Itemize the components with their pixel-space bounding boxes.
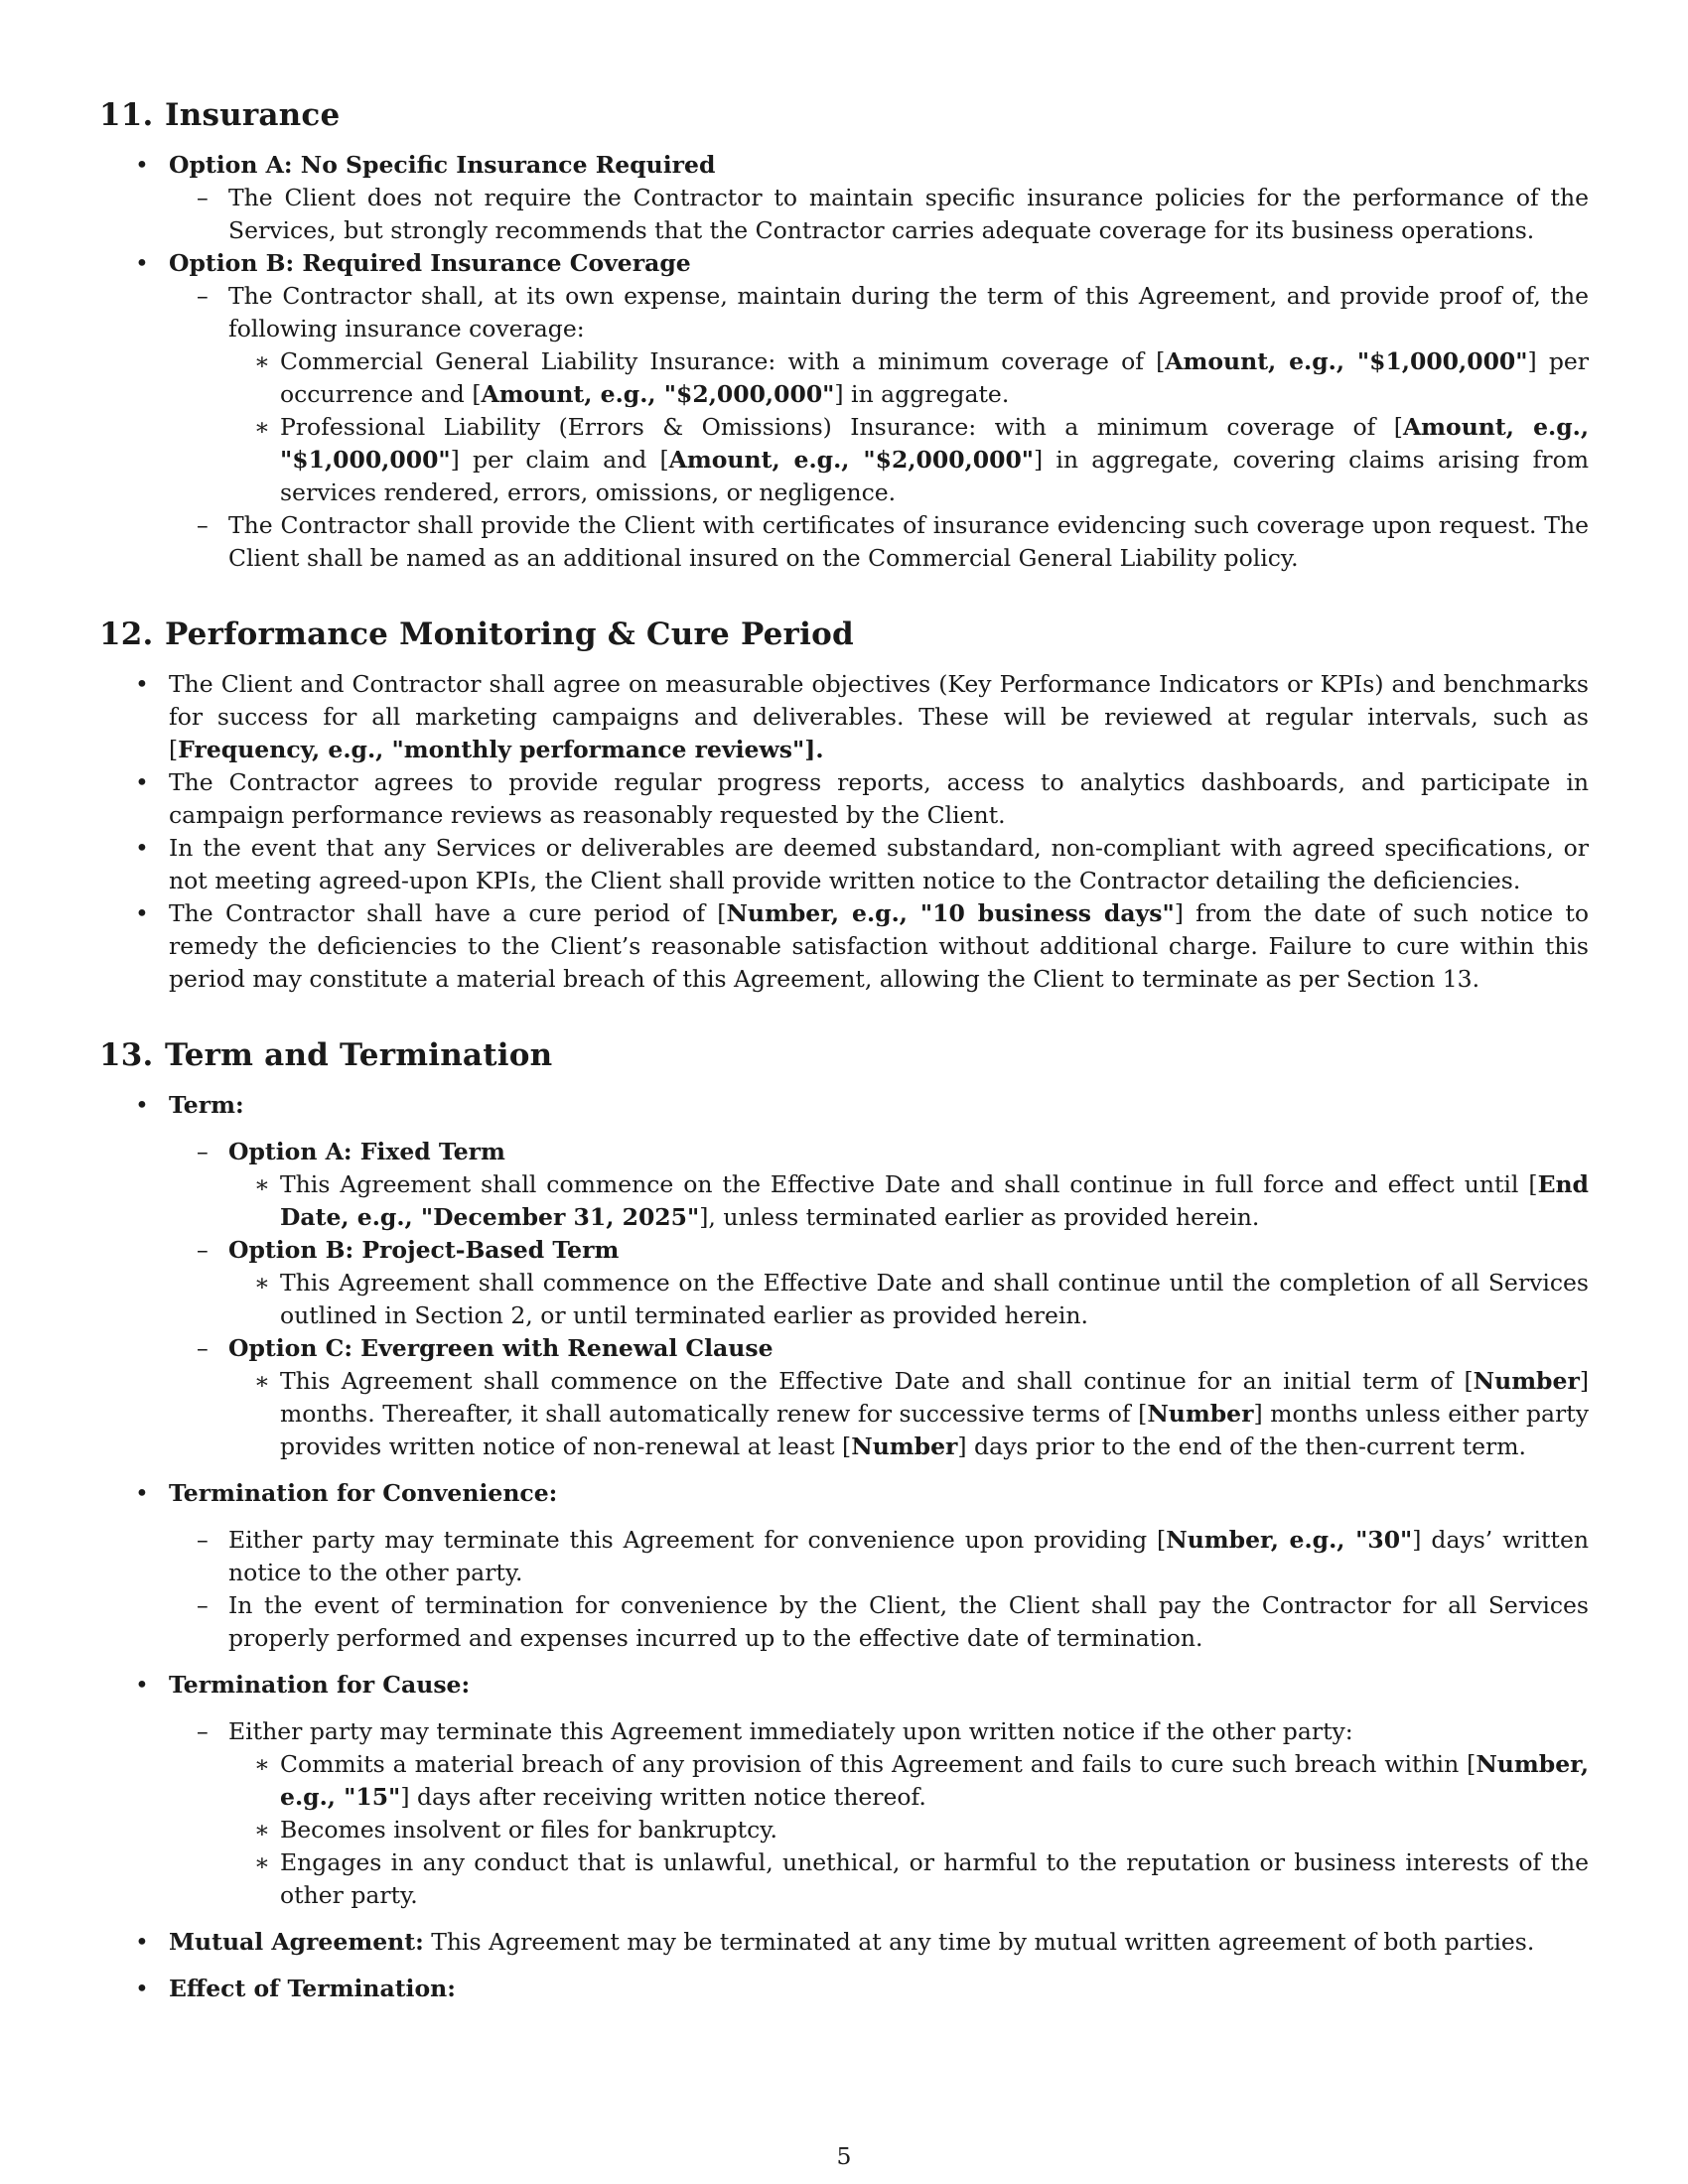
section-number: 11. bbox=[99, 97, 154, 133]
list-item bbox=[228, 1365, 1589, 1463]
list-item bbox=[99, 897, 1589, 996]
text: The Contractor shall have a cure period of [ bbox=[169, 899, 727, 927]
option-b-title: Option B: Required Insurance Coverage bbox=[169, 249, 691, 277]
list-item bbox=[99, 668, 1589, 766]
cause-label: Termination for Cause: bbox=[169, 1671, 471, 1699]
list-item bbox=[169, 1136, 1589, 1234]
section-term-termination bbox=[99, 1035, 1589, 2005]
placeholder-number: Number, e.g., "10 business days" bbox=[726, 899, 1175, 927]
list-item: – In the event of termination for convenience by the Client, the Client shall pay the Contractor for all Services properly performed and expenses incurred up to the effective date of termination. bbox=[169, 1589, 1589, 1655]
list-item bbox=[228, 1168, 1589, 1234]
text: Professional Liability (Errors & Omissions) Insurance: with a minimum coverage of [ bbox=[280, 413, 1403, 441]
sub-sub-list bbox=[228, 1267, 1589, 1332]
list-item bbox=[169, 280, 1589, 509]
placeholder-number: Number, e.g., "15" bbox=[280, 1750, 1589, 1811]
list-item bbox=[99, 1926, 1589, 1959]
text: Commits a material breach of any provision of this Agreement and fails to cure such breach within [ bbox=[280, 1750, 1477, 1778]
sub-sub-list bbox=[228, 1168, 1589, 1234]
option-b-title: Option B: Project-Based Term bbox=[228, 1236, 620, 1264]
effect-of-termination-label: Effect of Termination: bbox=[169, 1975, 456, 2002]
section-heading bbox=[99, 1035, 1589, 1075]
option-c-title: Option C: Evergreen with Renewal Clause bbox=[228, 1334, 774, 1362]
list-item bbox=[99, 1669, 1589, 1912]
list-item: ∗ Becomes insolvent or files for bankruptcy. bbox=[228, 1814, 1589, 1846]
list-item: – The Contractor shall provide the Client with certificates of insurance evidencing such coverage upon request. The Client shall be named as an additional insured on the Commercial General Liability policy. bbox=[169, 509, 1589, 575]
section-number: 13. bbox=[99, 1037, 154, 1073]
list-item bbox=[228, 345, 1589, 411]
text: Either party may terminate this Agreement for convenience upon providing [ bbox=[228, 1526, 1167, 1554]
section-title: Term and Termination bbox=[165, 1037, 553, 1073]
sub-list bbox=[169, 280, 1589, 575]
convenience-label: Termination for Convenience: bbox=[169, 1479, 558, 1507]
bullet-list bbox=[99, 668, 1589, 996]
list-item: • The Contractor agrees to provide regular progress reports, access to analytics dashboards, and participate in campaign performance reviews as reasonably requested by the Client. bbox=[99, 766, 1589, 832]
text: This Agreement shall commence on the Effective Date and shall continue for an initial term of [ bbox=[280, 1367, 1474, 1395]
placeholder-number: Number bbox=[1473, 1367, 1580, 1395]
section-title: Performance Monitoring & Cure Period bbox=[165, 616, 854, 652]
list-item bbox=[228, 1748, 1589, 1814]
placeholder-number: Number bbox=[1147, 1400, 1254, 1428]
sub-list bbox=[169, 1136, 1589, 1463]
list-item bbox=[169, 1715, 1589, 1912]
placeholder-amount: Amount, e.g., "$1,000,000" bbox=[280, 413, 1589, 474]
section-heading bbox=[99, 614, 1589, 654]
text: ] from the date of such notice to remedy the deficiencies to the Client’s reasonable satisfaction without additional charge. Failure to cure within this period may constitute a material breach of this Agreement, allowing the Client to terminate as per Section 13. bbox=[169, 899, 1590, 993]
text: Commercial General Liability Insurance: with a minimum coverage of [ bbox=[280, 347, 1166, 375]
bullet-list bbox=[99, 1089, 1589, 2005]
text: ] months. Thereafter, it shall automatically renew for successive terms of [ bbox=[280, 1367, 1589, 1428]
list-item bbox=[99, 1477, 1589, 1655]
text: ] per claim and [ bbox=[450, 446, 669, 474]
bullet-list bbox=[99, 149, 1589, 575]
text: This Agreement shall commence on the Effective Date and shall continue in full force and effect until [ bbox=[280, 1170, 1538, 1198]
sub-sub-list bbox=[228, 1748, 1589, 1912]
list-item bbox=[99, 1089, 1589, 1463]
text: ] in aggregate. bbox=[834, 380, 1010, 408]
text: ] in aggregate, covering claims arising from services rendered, errors, omissions, or negligence. bbox=[280, 446, 1589, 506]
placeholder-amount: Amount, e.g., "$1,000,000" bbox=[1165, 347, 1528, 375]
section-insurance bbox=[99, 95, 1589, 575]
list-item bbox=[169, 1234, 1589, 1332]
page-number: 5 bbox=[836, 2142, 852, 2170]
list-item bbox=[99, 247, 1589, 575]
text: ] days after receiving written notice thereof. bbox=[400, 1783, 926, 1811]
placeholder-end-date: End Date, e.g., "December 31, 2025" bbox=[280, 1170, 1589, 1231]
placeholder-amount: Amount, e.g., "$2,000,000" bbox=[481, 380, 835, 408]
text: ] per occurrence and [ bbox=[280, 347, 1590, 408]
term-label: Term: bbox=[169, 1091, 244, 1119]
page-content bbox=[99, 95, 1589, 2045]
text: ], unless terminated earlier as provided herein. bbox=[699, 1203, 1260, 1231]
text: This Agreement may be terminated at any time by mutual written agreement of both parties. bbox=[423, 1928, 1535, 1956]
text: The Client and Contractor shall agree on measurable objectives (Key Performance Indicators or KPIs) and benchmarks for success for all marketing campaigns and deliverables. These will be reviewed at regular intervals, such as [ bbox=[169, 670, 1589, 763]
placeholder-number: Number bbox=[851, 1433, 958, 1460]
list-item bbox=[169, 1524, 1589, 1589]
text: ] days’ written notice to the other party. bbox=[228, 1526, 1589, 1586]
sub-list bbox=[169, 1715, 1589, 1912]
list-item bbox=[228, 411, 1589, 509]
placeholder-number: Number, e.g., "30" bbox=[1166, 1526, 1413, 1554]
list-item bbox=[99, 149, 1589, 247]
sub-sub-list bbox=[228, 1365, 1589, 1463]
placeholder-amount: Amount, e.g., "$2,000,000" bbox=[668, 446, 1035, 474]
list-item: ∗ This Agreement shall commence on the Effective Date and shall continue until the completion of all Services outlined in Section 2, or until terminated earlier as provided herein. bbox=[228, 1267, 1589, 1332]
list-item: – The Client does not require the Contractor to maintain specific insurance policies for the performance of the Services, but strongly recommends that the Contractor carries adequate coverage for its business operations. bbox=[169, 182, 1589, 247]
section-title: Insurance bbox=[165, 97, 341, 133]
section-performance bbox=[99, 614, 1589, 996]
sub-list bbox=[169, 1524, 1589, 1655]
mutual-agreement-label: Mutual Agreement: bbox=[169, 1928, 424, 1956]
list-item bbox=[99, 1973, 1589, 2005]
list-item: ∗ Engages in any conduct that is unlawful, unethical, or harmful to the reputation or business interests of the other party. bbox=[228, 1846, 1589, 1912]
text: ] days prior to the end of the then-current term. bbox=[957, 1433, 1527, 1460]
sub-list bbox=[169, 182, 1589, 247]
paragraph-text: Either party may terminate this Agreement immediately upon written notice if the other party: bbox=[228, 1717, 1353, 1745]
list-item bbox=[169, 1332, 1589, 1463]
option-a-title: Option A: No Specific Insurance Required bbox=[169, 151, 716, 179]
sub-sub-list bbox=[228, 345, 1589, 509]
option-a-title: Option A: Fixed Term bbox=[228, 1138, 505, 1165]
list-item: • In the event that any Services or deliverables are deemed substandard, non-compliant with agreed specifications, or not meeting agreed-upon KPIs, the Client shall provide written notice to the Contractor detailing the deficiencies. bbox=[99, 832, 1589, 897]
placeholder-frequency: Frequency, e.g., "monthly performance reviews"]. bbox=[178, 736, 824, 763]
paragraph-text: The Contractor shall, at its own expense, maintain during the term of this Agreement, and provide proof of, the following insurance coverage: bbox=[228, 282, 1589, 342]
text: ] months unless either party provides written notice of non-renewal at least [ bbox=[280, 1400, 1589, 1460]
section-heading bbox=[99, 95, 1589, 135]
section-number: 12. bbox=[99, 616, 154, 652]
